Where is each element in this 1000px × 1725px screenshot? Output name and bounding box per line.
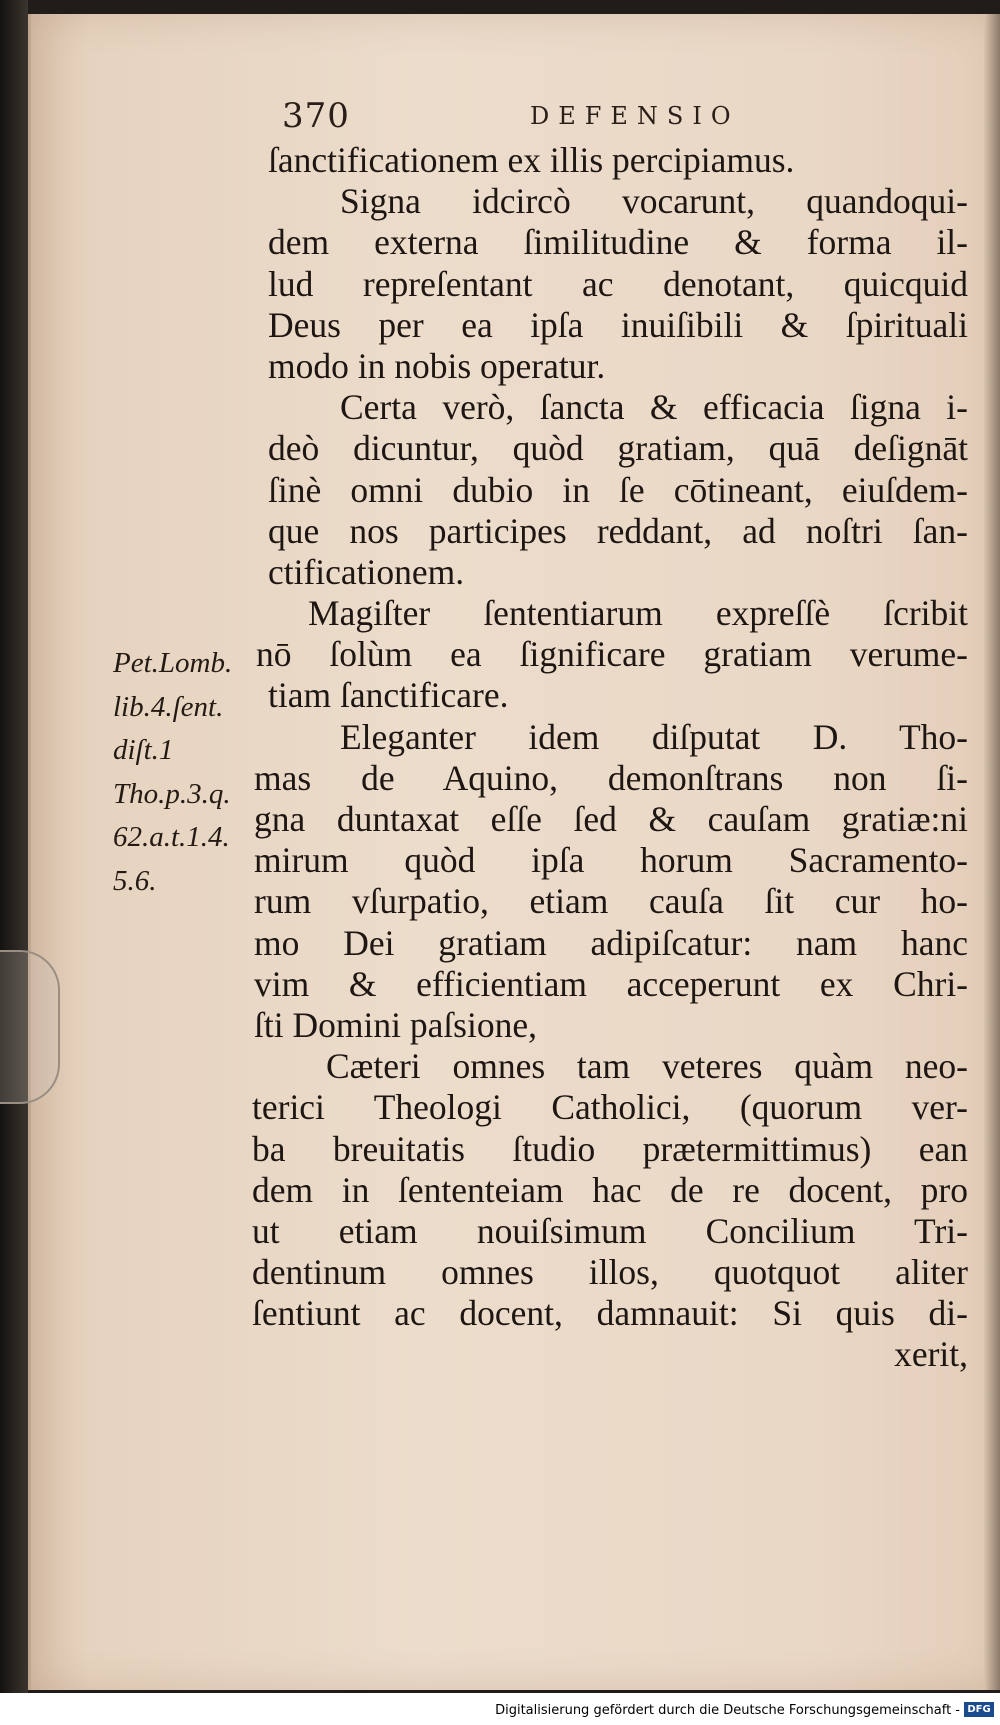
page-number: 370 xyxy=(282,96,350,136)
digitization-credit-bar xyxy=(0,1693,1000,1725)
text-line: Eleganter idem diſputat D. Tho- xyxy=(340,716,968,757)
text-line: ſti Domini paſsione, xyxy=(254,1004,537,1045)
text-line: Cæteri omnes tam veteres quàm neo- xyxy=(326,1046,968,1087)
text-line: tiam ſanctificare. xyxy=(268,675,509,716)
text-line: ſentiunt ac docent, damnauit: Si quis di- xyxy=(252,1293,968,1334)
text-line: deò dicuntur, quòd gratiam, quā deſignāt xyxy=(268,428,968,469)
text-line: ba breuitatis ſtudio prætermittimus) ean xyxy=(252,1128,968,1169)
text-line: dentinum omnes illos, quotquot aliter xyxy=(252,1252,968,1293)
digitization-credit: Digitalisierung gefördert durch die Deutsche Forschungsgemeinschaft - xyxy=(495,1703,960,1718)
next-page-edge xyxy=(984,14,1000,1690)
text-line: gna duntaxat eſſe ſed & cauſam gratiæ:ni xyxy=(254,799,968,839)
text-line: Magiſter ſententiarum expreſſè ſcribit xyxy=(308,593,968,634)
text-line: dem in ſententeiam hac de re docent, pro xyxy=(252,1169,968,1210)
margin-note: diſt.1 xyxy=(113,734,174,766)
margin-note: lib.4.ſent. xyxy=(113,690,224,723)
margin-note: Pet.Lomb. xyxy=(113,647,233,679)
text-line: dem externa ſimilitudine & forma il- xyxy=(268,222,968,263)
text-line: que nos participes reddant, ad noſtri ſan- xyxy=(268,510,968,551)
dfg-logo-icon: DFG xyxy=(964,1702,994,1717)
body-text xyxy=(252,140,968,1376)
text-line: nō ſolùm ea ſignificare gratiam verume- xyxy=(256,634,968,675)
text-line: ſanctificationem ex illis percipiamus. xyxy=(268,140,795,180)
text-line: Certa verò, ſancta & efficacia ſigna i- xyxy=(340,387,968,428)
text-line: lud repreſentant ac denotant, quicquid xyxy=(268,263,968,304)
text-line: ut etiam nouiſsimum Concilium Tri- xyxy=(252,1210,968,1251)
margin-notes xyxy=(113,642,273,903)
text-line: mirum quòd ipſa horum Sacramento- xyxy=(254,840,968,881)
text-line: Deus per ea ipſa inuiſibili & ſpirituali xyxy=(268,304,968,345)
margin-note: 62.a.t.1.4. xyxy=(113,821,230,853)
book-spine xyxy=(0,0,28,1725)
text-line: ctificationem. xyxy=(268,551,465,592)
catchword: xerit, xyxy=(894,1334,968,1375)
page-clip xyxy=(0,950,60,1104)
margin-note: Tho.p.3.q. xyxy=(113,777,231,810)
running-head xyxy=(282,96,942,136)
text-line: vim & efficientiam acceperunt ex Chri- xyxy=(254,963,968,1004)
margin-note: 5.6. xyxy=(113,864,157,897)
text-line: terici Theologi Catholici, (quorum ver- xyxy=(252,1087,968,1128)
text-line: Signa idcircò vocarunt, quandoqui- xyxy=(340,181,968,222)
header-title: DEFENSIO xyxy=(530,102,740,130)
text-line: mo Dei gratiam adipiſcatur: nam hanc xyxy=(254,922,968,963)
text-line: modo in nobis operatur. xyxy=(268,345,606,386)
text-line: rum vſurpatio, etiam cauſa ſit cur ho- xyxy=(254,881,968,922)
text-line: mas de Aquino, demonſtrans non ſi- xyxy=(254,757,968,798)
text-line: ſinè omni dubio in ſe cōtineant, eiuſdem- xyxy=(268,469,968,510)
